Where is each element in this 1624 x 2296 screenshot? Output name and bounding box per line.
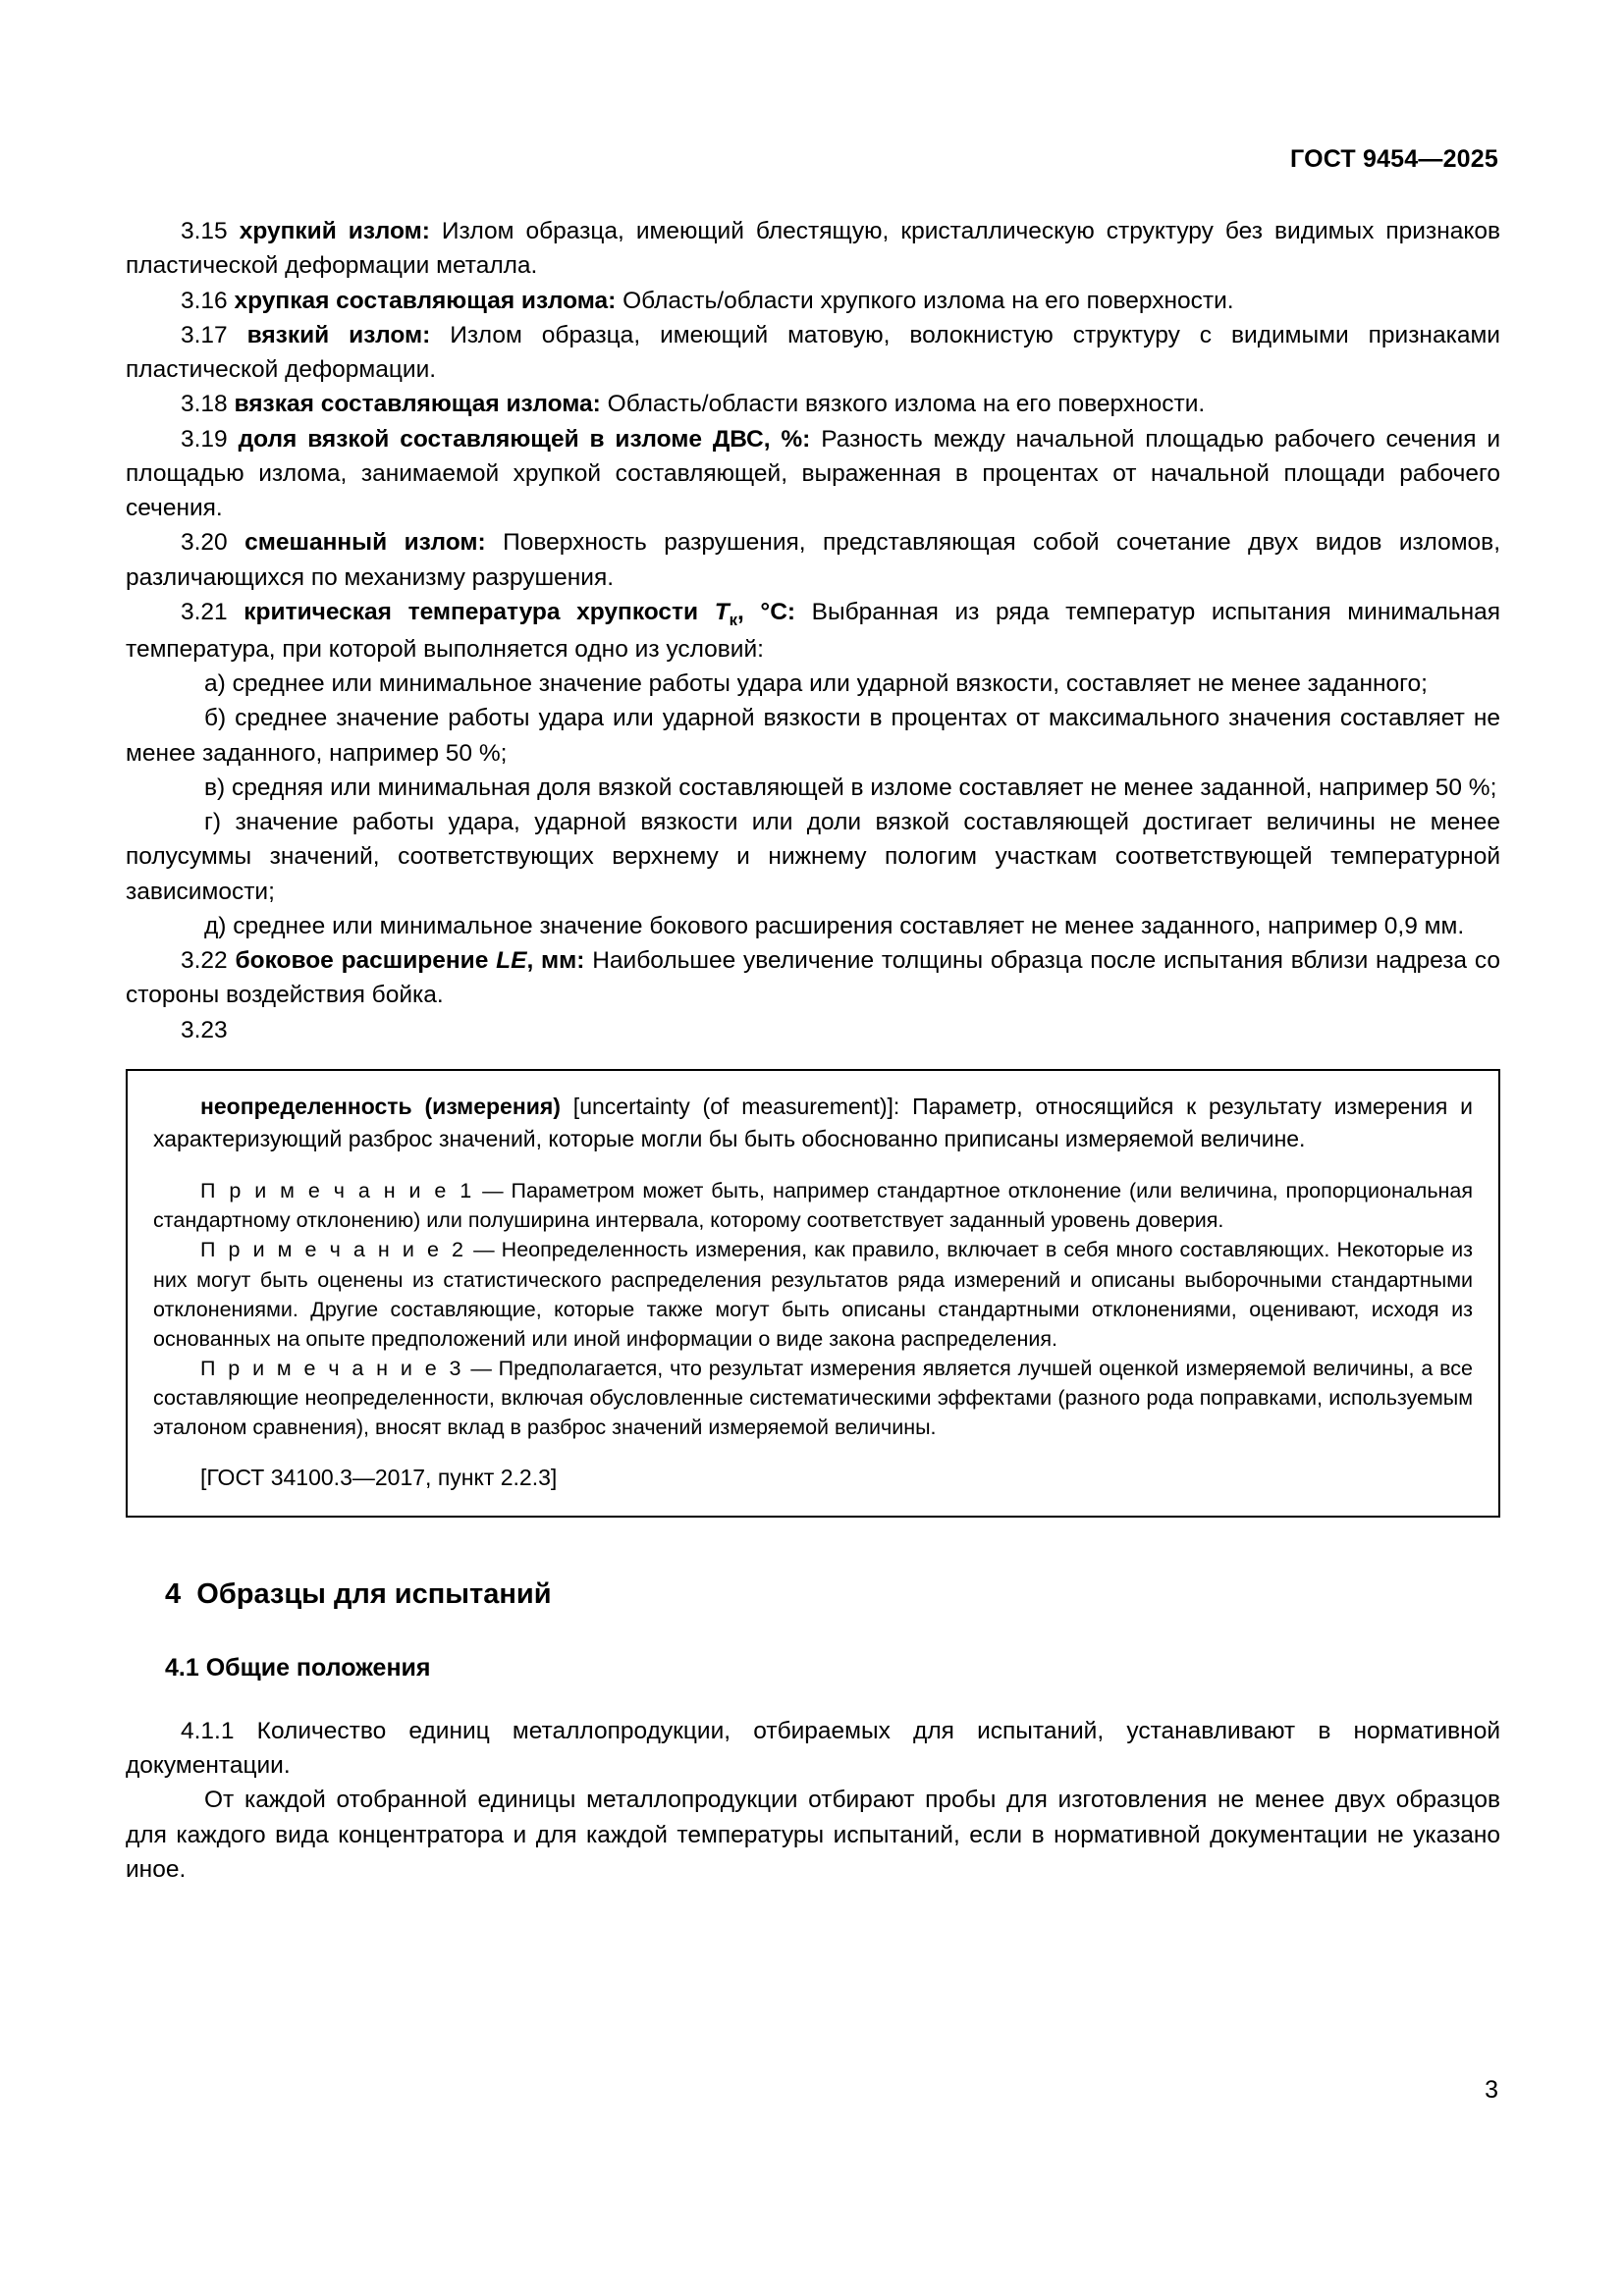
term-text: Разность между начальной площадью рабочего сечения и площадью излома, занимаемой хрупкой составляющей, выраженная в процентах от начальной площади рабочего сечения.	[126, 425, 1501, 522]
term-number: 3.22	[181, 947, 228, 975]
term-number: 3.21	[181, 598, 228, 625]
term-symbol: T	[714, 598, 730, 625]
term-3-19	[126, 422, 1500, 526]
term-label-part2: , °С:	[737, 598, 796, 625]
condition-d: д) среднее или минимальное значение бокового расширения составляет не менее заданного, например 0,9 мм.	[204, 912, 1465, 939]
note-2	[153, 1235, 1473, 1353]
condition-a: а) среднее или минимальное значение работы удара или ударной вязкости, составляет не менее заданного;	[204, 670, 1428, 698]
term-number: 3.17	[181, 321, 228, 348]
page-header-standard-number: ГОСТ 9454—2025	[1290, 145, 1498, 173]
definition-text: Параметр, относящийся к результату измерения и характеризующий разброс значений, которые могли бы быть обоснованно приписаны измеряемой величине.	[153, 1093, 1473, 1151]
term-3-18	[126, 387, 1500, 421]
term-3-15	[126, 214, 1500, 284]
subsection-heading-4-1	[126, 1654, 1500, 1682]
term-number: 3.15	[181, 218, 228, 244]
note-1-text: — Параметром может быть, например стандартное отклонение (или величина, пропорциональная стандартному отклонению) или полуширина интервала, которому соответствует заданный уровень доверия.	[153, 1179, 1473, 1233]
paragraph-4-1-1-cont: От каждой отобранной единицы металлопродукции отбирают пробы для изготовления не менее двух образцов для каждого вида концентратора и для каждой температуры испытаний, если в нормативной документации не указано иное.	[126, 1787, 1500, 1883]
term-3-16	[126, 284, 1500, 318]
note-2-label: П р и м е ч а н и е 2	[200, 1238, 466, 1262]
note-3-text: — Предполагается, что результат измерения является лучшей оценкой измеряемой величины, а все составляющие неопределенности, включая обусловленные систематическими эффектами (разного рода поправками, используемым эталоном сравнения), вносят вклад в разброс значений измеряемой величины.	[153, 1356, 1473, 1440]
definition-term-english: [uncertainty (of measurement)]:	[560, 1093, 913, 1119]
condition-v: в) средняя или минимальная доля вязкой составляющей в изломе составляет не менее заданной, например 50 %;	[204, 774, 1497, 801]
subsection-title: Общие положения	[205, 1653, 431, 1682]
section-number: 4	[165, 1577, 182, 1610]
term-number: 3.19	[181, 425, 228, 453]
condition-g: г) значение работы удара, ударной вязкости или доли вязкой составляющей достигает величины не менее полусуммы значений, соответствующих верхнему и нижнему пологим участкам соответствующей температурной зависимости;	[126, 809, 1500, 905]
term-label: вязкая составляющая излома:	[234, 391, 601, 418]
term-text: Поверхность разрушения, представляющая собой сочетание двух видов изломов, различающихся по механизму разрушения.	[126, 529, 1500, 591]
term-label-part1: критическая температура хрупкости	[244, 598, 715, 625]
term-label-part1: боковое расширение	[235, 947, 497, 975]
term-3-17	[126, 318, 1500, 388]
term-text: Излом образца, имеющий блестящую, кристаллическую структуру без видимых признаков пластической деформации металла.	[126, 218, 1500, 280]
page-number: 3	[1485, 2076, 1498, 2104]
note-3-label: П р и м е ч а н и е 3	[200, 1356, 464, 1380]
subsection-number: 4.1	[165, 1653, 199, 1682]
term-3-21	[126, 595, 1500, 667]
term-label: доля вязкой составляющей в изломе ДВС, %:	[238, 425, 811, 453]
term-symbol: LE	[496, 947, 527, 975]
definition-paragraph	[153, 1091, 1473, 1154]
term-text: Область/области хрупкого излома на его поверхности.	[616, 287, 1234, 314]
term-label: вязкий излом:	[246, 321, 431, 348]
note-1-label: П р и м е ч а н и е 1	[200, 1179, 475, 1203]
term-text: Наибольшее увеличение толщины образца после испытания вблизи надреза со стороны воздействия бойка.	[126, 947, 1500, 1009]
note-3	[153, 1354, 1473, 1442]
term-3-23-number: 3.23	[181, 1016, 228, 1043]
definition-box	[126, 1069, 1500, 1518]
term-text: Область/области вязкого излома на его поверхности.	[600, 391, 1206, 418]
term-text: Выбранная из ряда температур испытания минимальная температура, при которой выполняется одно из условий:	[126, 598, 1500, 663]
condition-b: б) среднее значение работы удара или ударной вязкости в процентах от максимального значения составляет не менее заданного, например 50 %;	[126, 705, 1500, 767]
paragraph-4-1-1: 4.1.1 Количество единиц металлопродукции, отбираемых для испытаний, устанавливают в нормативной документации.	[126, 1717, 1500, 1780]
term-number: 3.16	[181, 287, 228, 314]
term-3-20	[126, 525, 1500, 595]
term-symbol-subscript: к	[729, 610, 737, 629]
document-body	[126, 214, 1500, 1887]
note-2-text: — Неопределенность измерения, как правило, включает в себя много составляющих. Некоторые из них могут быть оценены из статистического распределения результатов ряда измерений и описаны выборочными стандартными отклонениями. Другие составляющие, которые также могут быть описаны стандартными отклонениями, оценивают, исходя из основанных на опыте предположений или иной информации о виде закона распределения.	[153, 1238, 1473, 1351]
term-label: хрупкий излом:	[239, 218, 430, 244]
section-heading-4	[126, 1578, 1500, 1611]
term-text: Излом образца, имеющий матовую, волокнистую структуру с видимыми признаками пластической деформации.	[126, 321, 1500, 384]
definition-source-reference: [ГОСТ 34100.3—2017, пункт 2.2.3]	[200, 1465, 558, 1491]
term-number: 3.18	[181, 391, 228, 418]
term-number: 3.20	[181, 529, 228, 557]
term-label: хрупкая составляющая излома:	[234, 287, 617, 314]
term-3-22	[126, 943, 1500, 1013]
term-label: смешанный излом:	[244, 529, 486, 557]
term-label-part2: , мм:	[526, 947, 585, 975]
definition-term: неопределенность (измерения)	[200, 1093, 561, 1119]
section-title: Образцы для испытаний	[196, 1577, 552, 1610]
note-1	[153, 1176, 1473, 1235]
